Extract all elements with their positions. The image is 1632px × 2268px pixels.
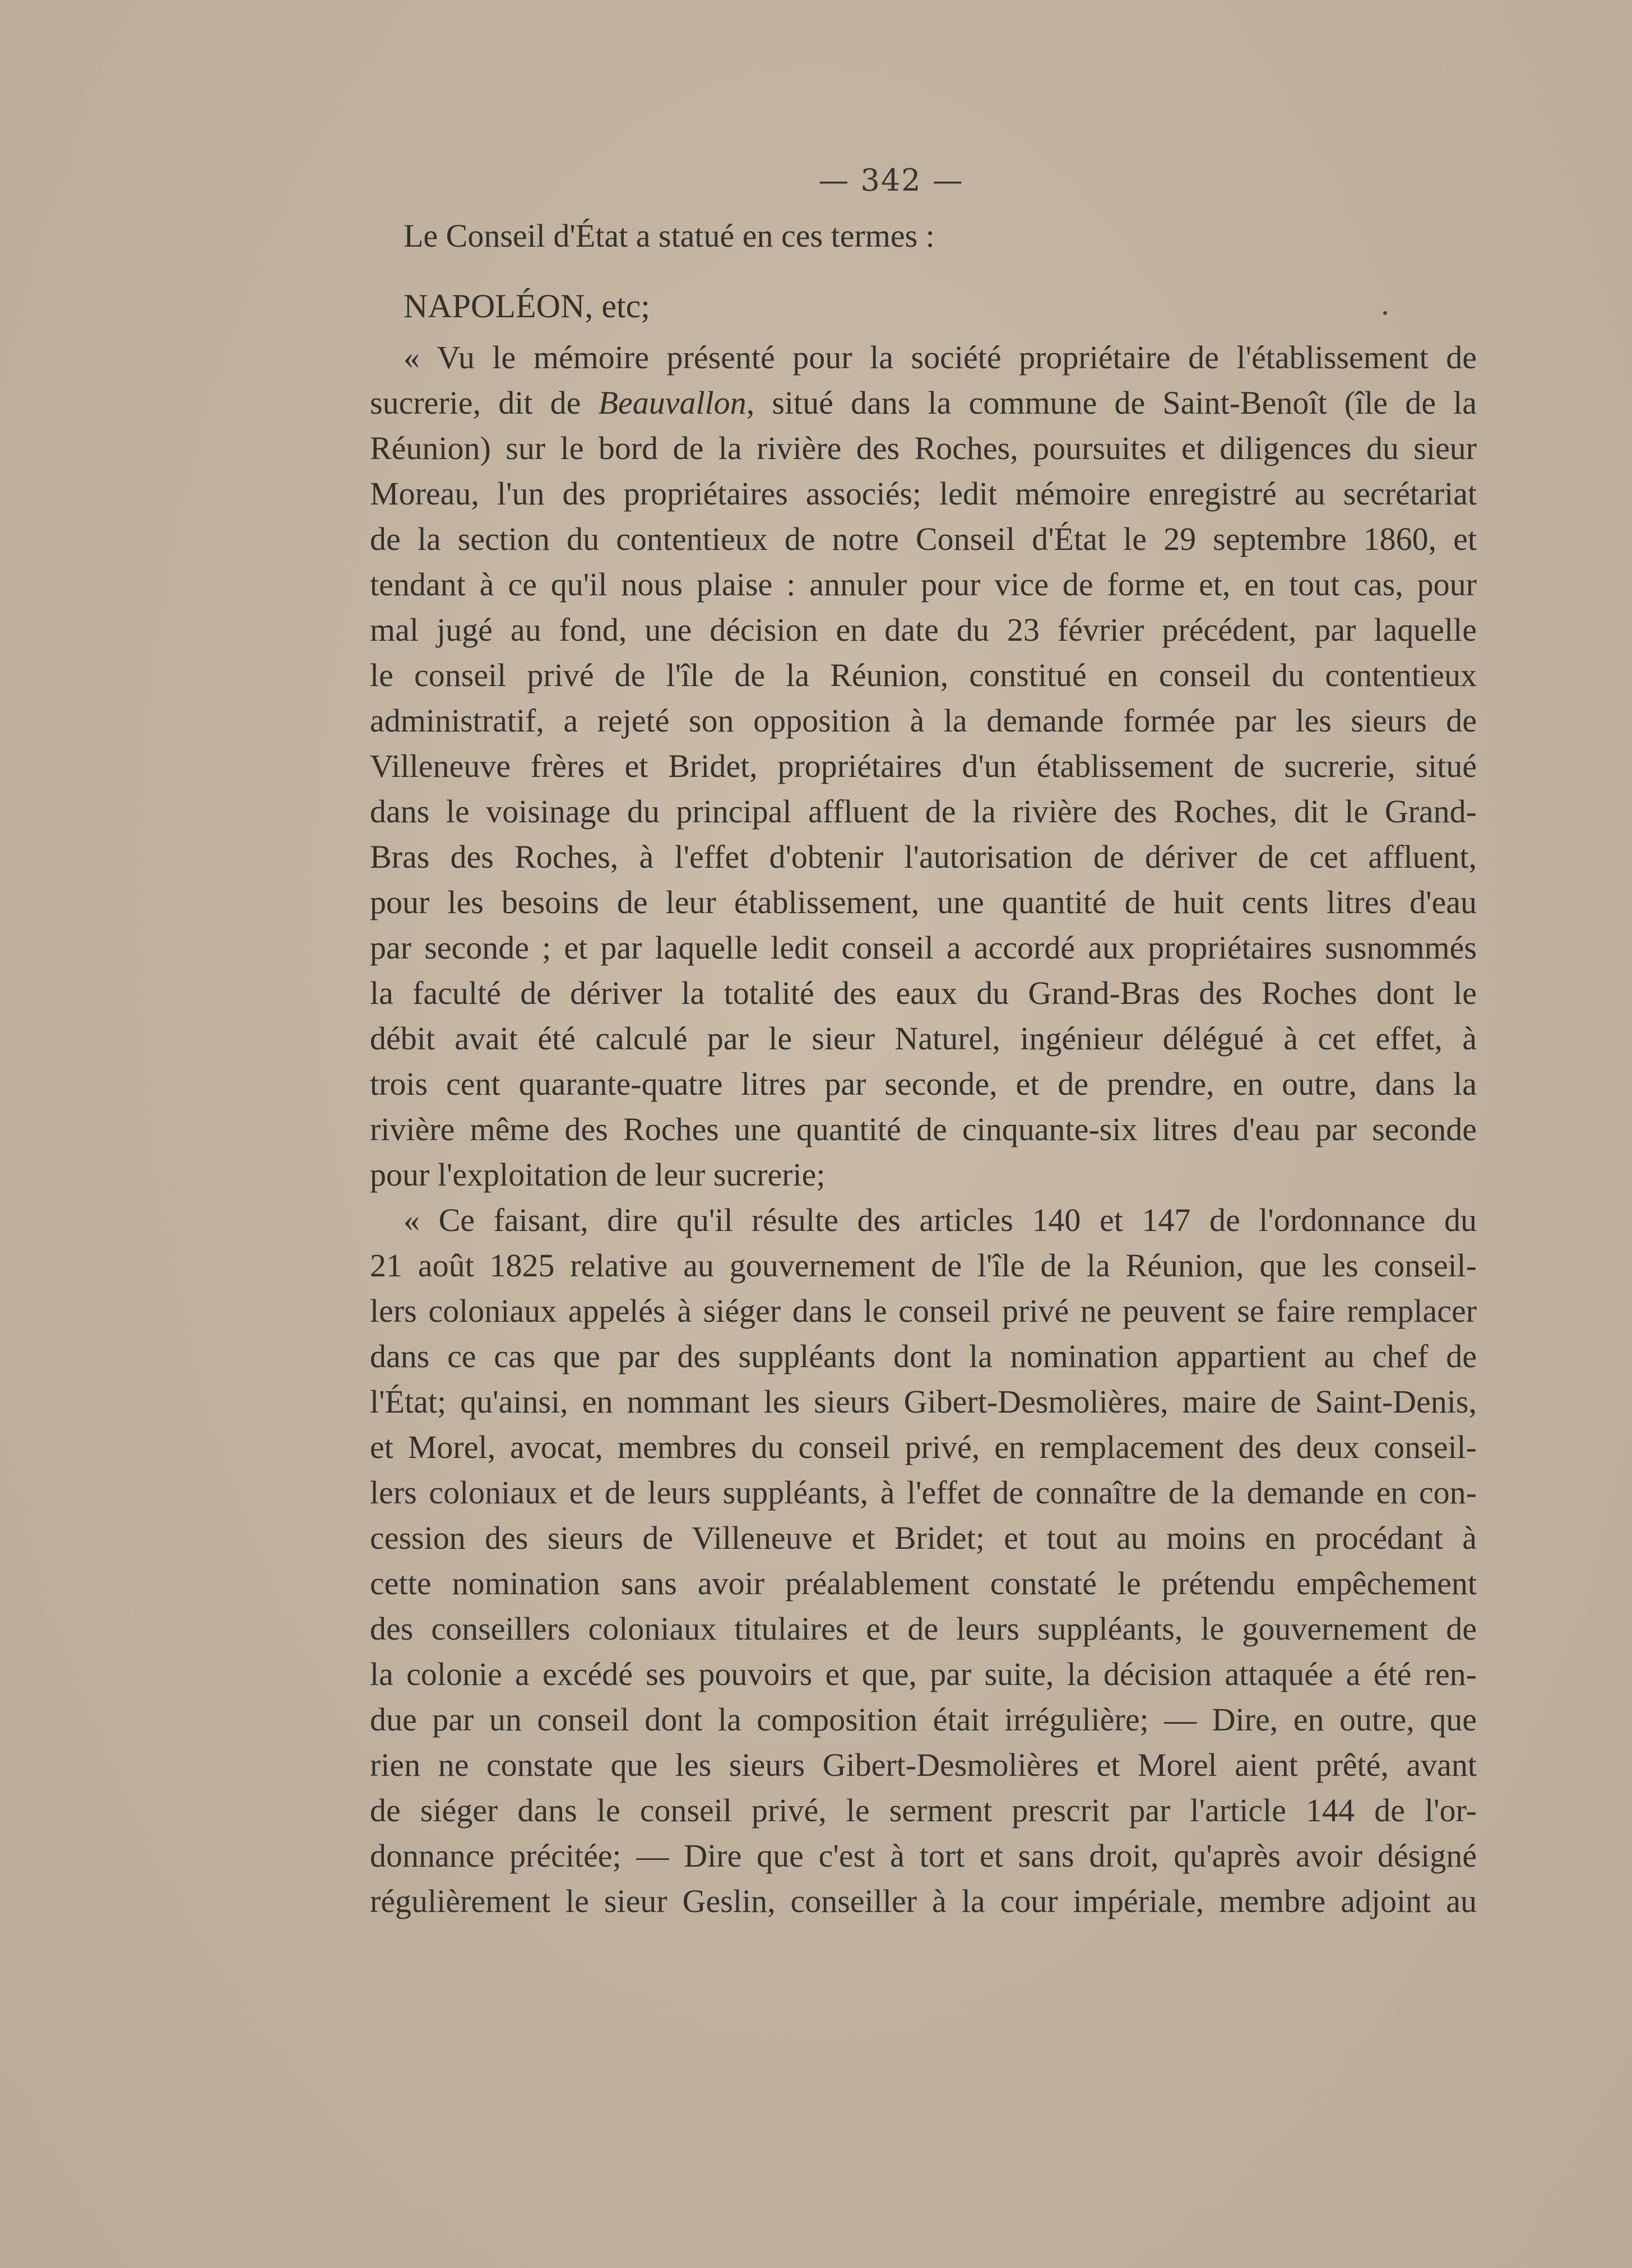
page-number: — 342 —: [818, 163, 964, 198]
italic-place-name: Beauvallon: [598, 385, 747, 421]
text-line: « Ce faisant, dire qu'il résulte des articles 140 et 147 de l'ordonnance du: [404, 1202, 1477, 1238]
intro-line: Le Conseil d'État a statué en ces termes :: [404, 217, 935, 254]
text-line: Villeneuve frères et Bridet, propriétaires d'un établissement de sucrerie, situé: [370, 748, 1477, 784]
text-line: de siéger dans le conseil privé, le serment prescrit par l'article 144 de l'or-: [370, 1792, 1477, 1829]
text-line: et Morel, avocat, membres du conseil privé, en remplacement des deux conseil-: [370, 1429, 1477, 1465]
paragraph-2: [370, 1197, 1477, 1924]
text-line: trois cent quarante-quatre litres par seconde, et de prendre, en outre, dans la: [370, 1066, 1477, 1102]
text-line: pour l'exploitation de leur sucrerie;: [370, 1156, 826, 1193]
text-line: la colonie a excédé ses pouvoirs et que, par suite, la décision attaquée a été ren-: [370, 1656, 1477, 1692]
text-line: l'État; qu'ainsi, en nommant les sieurs Gibert-Desmolières, maire de Saint-Denis,: [370, 1383, 1477, 1420]
text-line: de la section du contentieux de notre Conseil d'État le 29 septembre 1860, et: [370, 521, 1477, 557]
text-line: cession des sieurs de Villeneuve et Bridet; et tout au moins en procédant à: [370, 1520, 1477, 1556]
text-line: débit avait été calculé par le sieur Naturel, ingénieur délégué à cet effet, à: [370, 1020, 1477, 1057]
paragraph-1: [370, 335, 1477, 1197]
text-line: 21 août 1825 relative au gouvernement de l'île de la Réunion, que les conseil-: [370, 1247, 1477, 1284]
text-line: des conseillers coloniaux titulaires et de leurs suppléants, le gouvernement de: [370, 1610, 1477, 1647]
text-line: rien ne constate que les sieurs Gibert-Desmolières et Morel aient prêté, avant: [370, 1747, 1477, 1783]
text-line: dans ce cas que par des suppléants dont la nomination appartient au chef de: [370, 1338, 1477, 1374]
text-line: lers coloniaux et de leurs suppléants, à l'effet de connaître de la demande en con-: [370, 1474, 1477, 1511]
text-line: rivière même des Roches une quantité de cinquante-six litres d'eau par seconde: [370, 1111, 1477, 1147]
text-line: lers coloniaux appelés à siéger dans le conseil privé ne peuvent se faire remplacer: [370, 1293, 1477, 1329]
text-line: régulièrement le sieur Geslin, conseiller à la cour impériale, membre adjoint au: [370, 1883, 1477, 1919]
text-line: par seconde ; et par laquelle ledit conseil a accordé aux propriétaires susnommés: [370, 929, 1477, 966]
text-line: dans le voisinage du principal affluent de la rivière des Roches, dit le Grand-: [370, 793, 1477, 830]
text-line: Moreau, l'un des propriétaires associés; ledit mémoire enregistré au secrétariat: [370, 475, 1477, 512]
text-line: le conseil privé de l'île de la Réunion, constitué en conseil du contentieux: [370, 657, 1477, 693]
text-line-with-italic: [370, 380, 1477, 425]
text-line: mal jugé au fond, une décision en date du 23 février précédent, par laquelle: [370, 612, 1477, 648]
text-line: administratif, a rejeté son opposition à la demande formée par les sieurs de: [370, 702, 1477, 739]
text-line: donnance précitée; — Dire que c'est à tort et sans droit, qu'après avoir désigné: [370, 1837, 1477, 1874]
text-line: pour les besoins de leur établissement, une quantité de huit cents litres d'eau: [370, 884, 1477, 920]
text-run: , situé dans la commune de Saint-Benoît (île de la: [746, 385, 1477, 421]
text-line: Bras des Roches, à l'effet d'obtenir l'autorisation de dériver de cet affluent,: [370, 839, 1477, 875]
text-line: la faculté de dériver la totalité des eaux du Grand-Bras des Roches dont le: [370, 975, 1477, 1011]
text-line: tendant à ce qu'il nous plaise : annuler pour vice de forme et, en tout cas, pour: [370, 566, 1477, 603]
text-line: Réunion) sur le bord de la rivière des Roches, poursuites et diligences du sieur: [370, 430, 1477, 466]
text-run: sucrerie, dit de: [370, 385, 599, 421]
text-line: cette nomination sans avoir préalablement constaté le prétendu empêchement: [370, 1565, 1477, 1602]
document-body: [370, 213, 1477, 1924]
text-line: due par un conseil dont la composition était irrégulière; — Dire, en outre, que: [370, 1701, 1477, 1738]
heading-line: NAPOLÉON, etc;: [404, 288, 650, 325]
text-line: « Vu le mémoire présenté pour la société propriétaire de l'établissement de: [404, 339, 1477, 376]
